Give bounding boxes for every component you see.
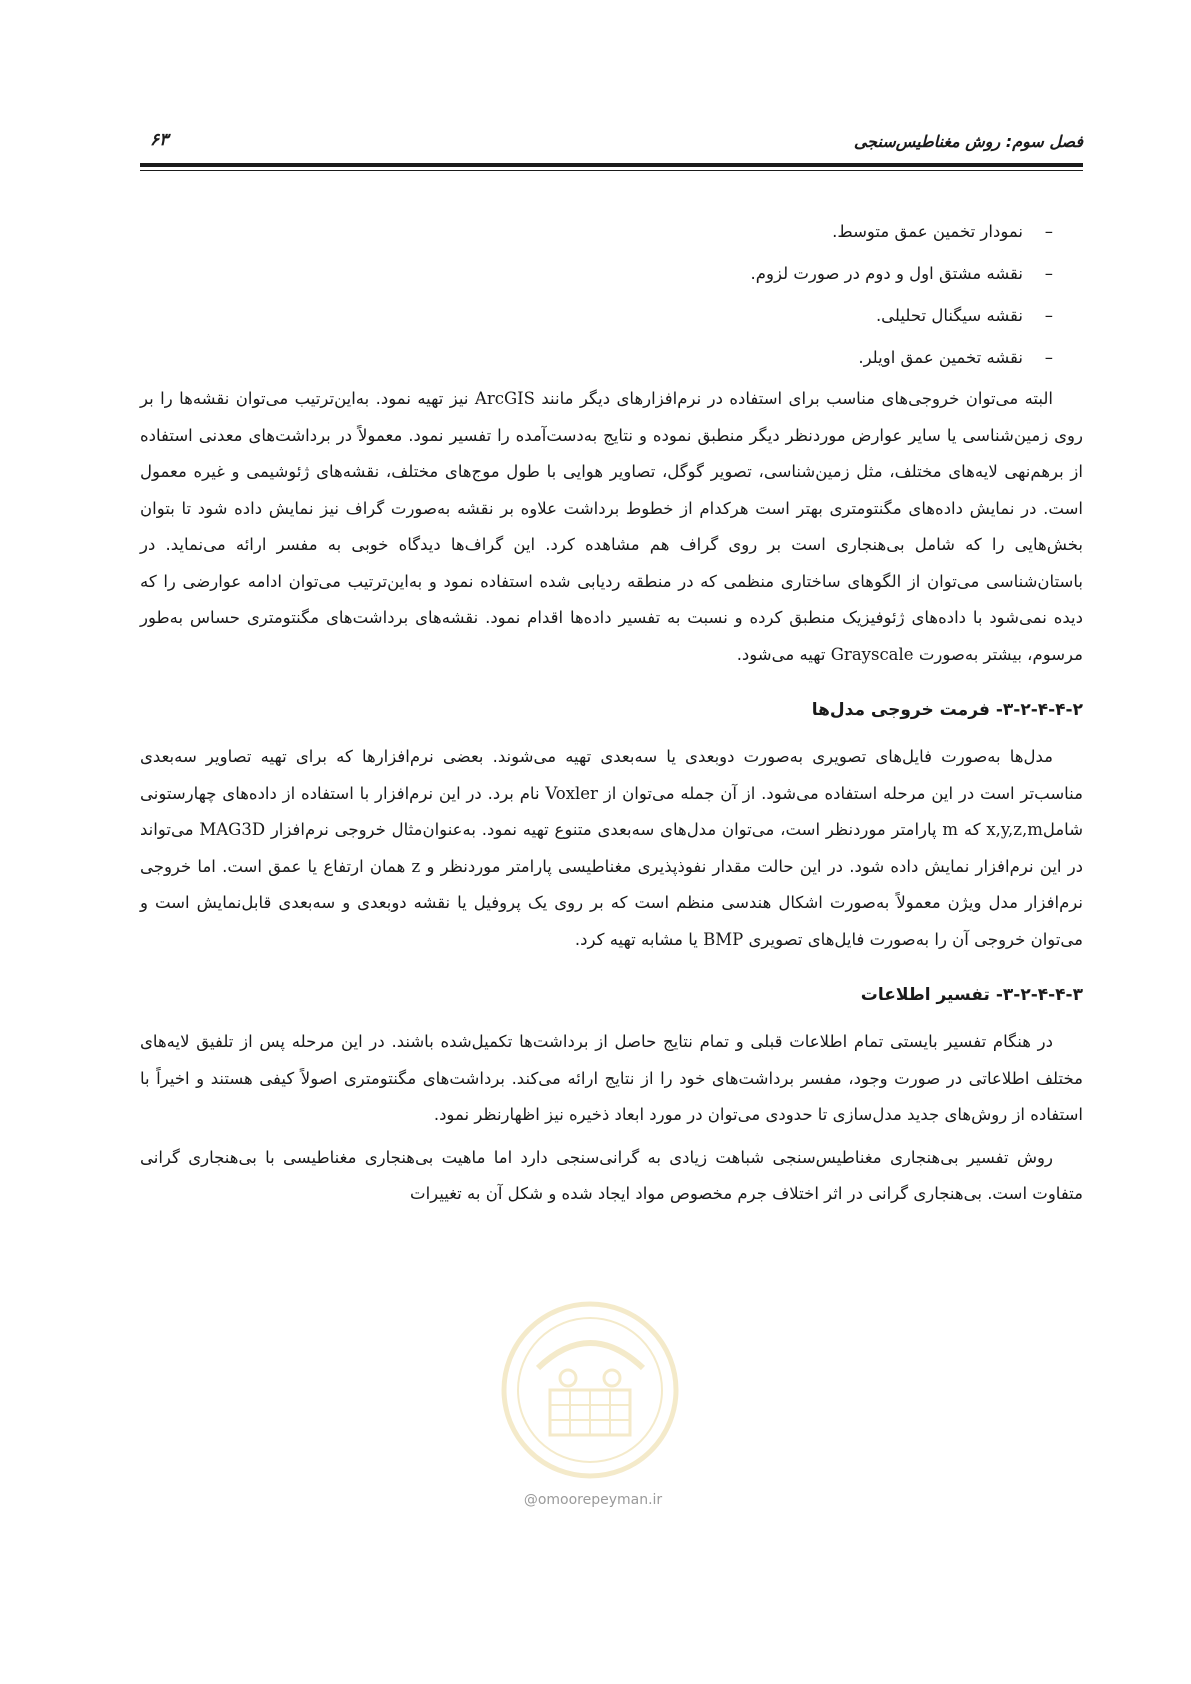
paragraph-model-output: مدل‌ها به‌صورت فایل‌های تصویری به‌صورت دوبعدی یا سه‌بعدی تهیه می‌شوند. بعضی نرم‌افزارها که برای تهیه تصاویر سه‌بعدی مناسب‌تر است در این مرحله استفاده می‌شود. از آن جمله می‌توان از Voxler نام برد. در این نرم‌افزار با استفاده از داده‌های چهارستونی شاملx,y,z,m که m پارامتر موردنظر است، می‌توان مدل‌های سه‌بعدی متنوع تهیه نمود. به‌عنوان‌مثال خروجی نرم‌افزار MAG3D می‌تواند در این نرم‌افزار نمایش داده شود. در این حالت مقدار نفوذپذیری مغناطیسی پارامتر موردنظر و z همان ارتفاع یا عمق است. اما خروجی نرم‌افزار مدل ویژن معمولاً به‌صورت اشکال هندسی منظم است که بر روی یک پروفیل یا نقشه دوبعدی و سه‌بعدی قابل‌نمایش است و می‌توان خروجی آن را به‌صورت فایل‌های تصویری BMP یا مشابه تهیه کرد. (140, 747, 1084, 949)
section-heading: ۳-۲-۴-۴-۲- فرمت خروجی مدل‌ها (811, 700, 1083, 720)
paragraph-interpretation: در هنگام تفسیر بایستی تمام اطلاعات قبلی و تمام نتایج حاصل از برداشت‌ها تکمیل‌شده باشند. در این مرحله پس از تلفیق لایه‌های مختلف اطلاعاتی در صورت وجود، مفسر برداشت‌های خود را از نتایج ارائه می‌کند. برداشت‌های مگنتومتری اصولاً کیفی هستند و اخیراً با استفاده از روش‌های جدید مدل‌سازی تا حدودی می‌توان در مورد ابعاد ذخیره نیز اظهارنظر نمود. (140, 1032, 1083, 1124)
paragraph-anomaly: روش تفسیر بی‌هنجاری مغناطیس‌سنجی شباهت زیادی به گرانی‌سنجی دارد اما ماهیت بی‌هنجاری مغناطیسی با بی‌هنجاری گرانی متفاوت است. بی‌هنجاری گرانی در اثر اختلاف جرم مخصوص مواد ایجاد شده و شکل آن به تغییرات (140, 1147, 1083, 1203)
list-item: –نقشه تخمین عمق اویلر. (140, 339, 1053, 381)
body-content (140, 213, 1083, 1213)
header-rule-thick (140, 163, 1083, 167)
parameter-symbol: m (942, 820, 959, 839)
chapter-title: فصل سوم: روش مغناطیس‌سنجی (853, 132, 1083, 151)
list-item: –نمودار تخمین عمق متوسط. (140, 213, 1053, 255)
software-name: Voxler (545, 783, 598, 803)
dash-marker: – (1044, 348, 1053, 367)
dash-marker: – (1044, 264, 1053, 283)
page-number: ۶۳ (150, 130, 169, 150)
header-rule-thin (140, 170, 1083, 171)
running-header (140, 128, 1083, 168)
software-name: ArcGIS (474, 389, 535, 408)
format-name: Grayscale (830, 644, 914, 664)
list-item: –نقشه سیگنال تحلیلی. (140, 297, 1053, 339)
section-heading: ۳-۲-۴-۴-۳- تفسیر اطلاعات (860, 985, 1083, 1005)
watermark-seal-icon (498, 1298, 683, 1483)
paragraph-outputs: البته می‌توان خروجی‌های مناسب برای استفاده در نرم‌افزارهای دیگر مانند ArcGIS نیز تهیه نمود. به‌این‌ترتیب می‌توان نقشه‌ها را بر روی زمین‌شناسی یا سایر عوارض موردنظر دیگر منطبق نموده و نتایج به‌دست‌آمده را تفسیر نمود. معمولاً در برداشت‌های معدنی استفاده از برهم‌نهی لایه‌های مختلف، مثل زمین‌شناسی، تصویر گوگل، تصاویر هوایی با طول موج‌های مختلف، نقشه‌های ژئوشیمی و غیره معمول است. در نمایش داده‌های مگنتومتری بهتر است هرکدام از خطوط برداشت علاوه بر نقشه به‌صورت گراف نیز نمایش داده شود تا بتوان بخش‌هایی را که شامل بی‌هنجاری است بر روی گراف هم مشاهده کرد. این گراف‌ها دیدگاه خوبی به مفسر ارائه می‌نماید. در باستان‌شناسی می‌توان از الگوهای ساختاری منظمی که در منطقه ردیابی شده استفاده نمود و به‌این‌ترتیب می‌توان ادامه عوارضی را که دیده نمی‌شود با داده‌های ژئوفیزیک منطبق کرده و نسبت به تفسیر داده‌ها اقدام نمود. نقشه‌های برداشت‌های مگنتومتری حساس به‌طور مرسوم، بیشتر به‌صورت Grayscale تهیه می‌شود. (140, 389, 1083, 664)
software-name: MAG3D (199, 820, 266, 839)
watermark-url: @omoorepeyman.ir (523, 1492, 663, 1508)
dash-marker: – (1044, 222, 1053, 241)
column-names: x,y,z,m (986, 820, 1043, 839)
list-item: –نقشه مشتق اول و دوم در صورت لزوم. (140, 255, 1053, 297)
bullet-list (140, 213, 1083, 381)
format-name: BMP (703, 929, 744, 949)
dash-marker: – (1044, 306, 1053, 325)
parameter-symbol: z (411, 856, 421, 876)
